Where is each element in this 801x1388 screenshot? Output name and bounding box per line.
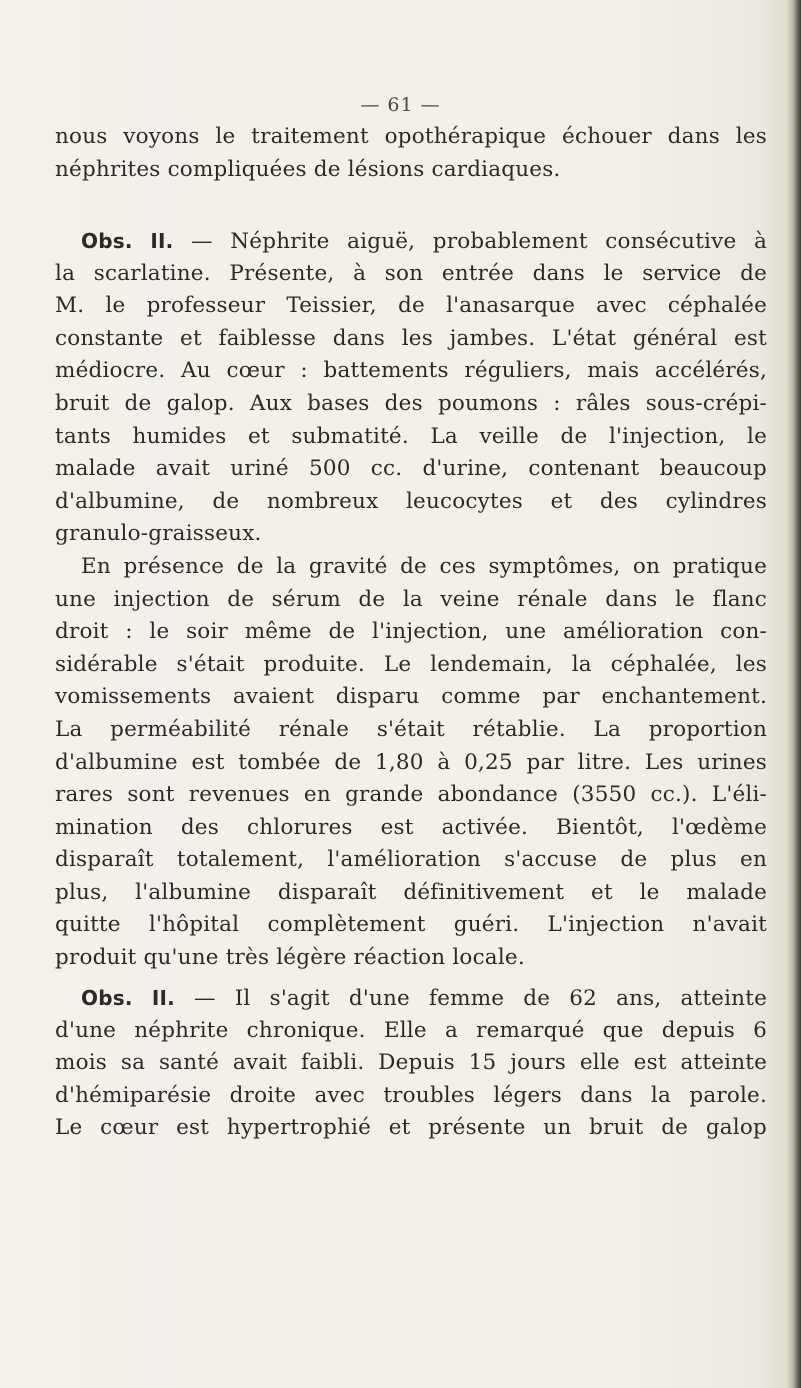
text-line: granulo-graisseux. [55, 521, 262, 547]
text-line: produit qu'une très légère réaction locale. [55, 945, 525, 971]
page-number: — 61 — [360, 94, 441, 116]
text-line: M. le professeur Teissier, de l'anasarque avec céphalée [55, 293, 767, 319]
text-line: sidérable s'était produite. Le lendemain, la céphalée, les [55, 651, 767, 677]
text-line: plus, l'albumine disparaît définitivement et le malade [55, 879, 767, 905]
text-line: quitte l'hôpital complètement guéri. L'injection n'avait [55, 912, 767, 938]
text-line: médiocre. Au cœur : battements réguliers, mais accélérés, [55, 358, 767, 384]
intro-paragraph [55, 121, 767, 186]
text-line: une injection de sérum de la veine rénale dans le flanc [55, 586, 767, 612]
observation-title: — Néphrite aiguë, probablement consécutive à [173, 229, 767, 254]
text-line: d'hémiparésie droite avec troubles légers dans la parole. [55, 1082, 767, 1108]
text-line: droit : le soir même de l'injection, une amélioration con- [55, 619, 767, 645]
text-line: rares sont revenues en grande abondance (3550 cc.). L'éli- [55, 782, 767, 808]
text-line: bruit de galop. Aux bases des poumons : râles sous-crépi- [55, 390, 767, 416]
text-line: tants humides et submatité. La veille de l'injection, le [55, 423, 767, 449]
text-line: d'une néphrite chronique. Elle a remarqué que depuis 6 [55, 1017, 767, 1043]
observation-label: Obs. II. [81, 986, 175, 1010]
observation-heading-line [55, 982, 767, 1015]
text-line: constante et faiblesse dans les jambes. L'état général est [55, 325, 767, 351]
observation-heading-line [55, 225, 767, 258]
text-line: nous voyons le traitement opothérapique échouer dans les [55, 124, 767, 149]
text-line: Le cœur est hypertrophié et présente un bruit de galop [55, 1115, 767, 1141]
text-line: malade avait uriné 500 cc. d'urine, contenant beaucoup [55, 456, 767, 482]
observation-1 [55, 225, 767, 975]
text-line: d'albumine est tombée de 1,80 à 0,25 par litre. Les urines [55, 749, 767, 775]
observation-title: — Il s'agit d'une femme de 62 ans, atteinte [174, 986, 767, 1011]
text-line: mination des chlorures est activée. Bientôt, l'œdème [55, 814, 767, 840]
text-line: disparaît totalement, l'amélioration s'accuse de plus en [55, 847, 767, 873]
text-line: la scarlatine. Présente, à son entrée dans le service de [55, 260, 767, 286]
page-edge-shadow [787, 0, 801, 1388]
observation-2 [55, 982, 767, 1145]
text-line: En présence de la gravité de ces symptômes, on pratique [81, 553, 767, 579]
text-line: d'albumine, de nombreux leucocytes et des cylindres [55, 488, 767, 514]
text-line: La perméabilité rénale s'était rétablie. La proportion [55, 716, 767, 742]
text-line: mois sa santé avait faibli. Depuis 15 jours elle est atteinte [55, 1050, 767, 1076]
text-line: vomissements avaient disparu comme par enchantement. [55, 684, 767, 710]
observation-label: Obs. II. [81, 229, 174, 253]
text-line: néphrites compliquées de lésions cardiaques. [55, 156, 561, 182]
